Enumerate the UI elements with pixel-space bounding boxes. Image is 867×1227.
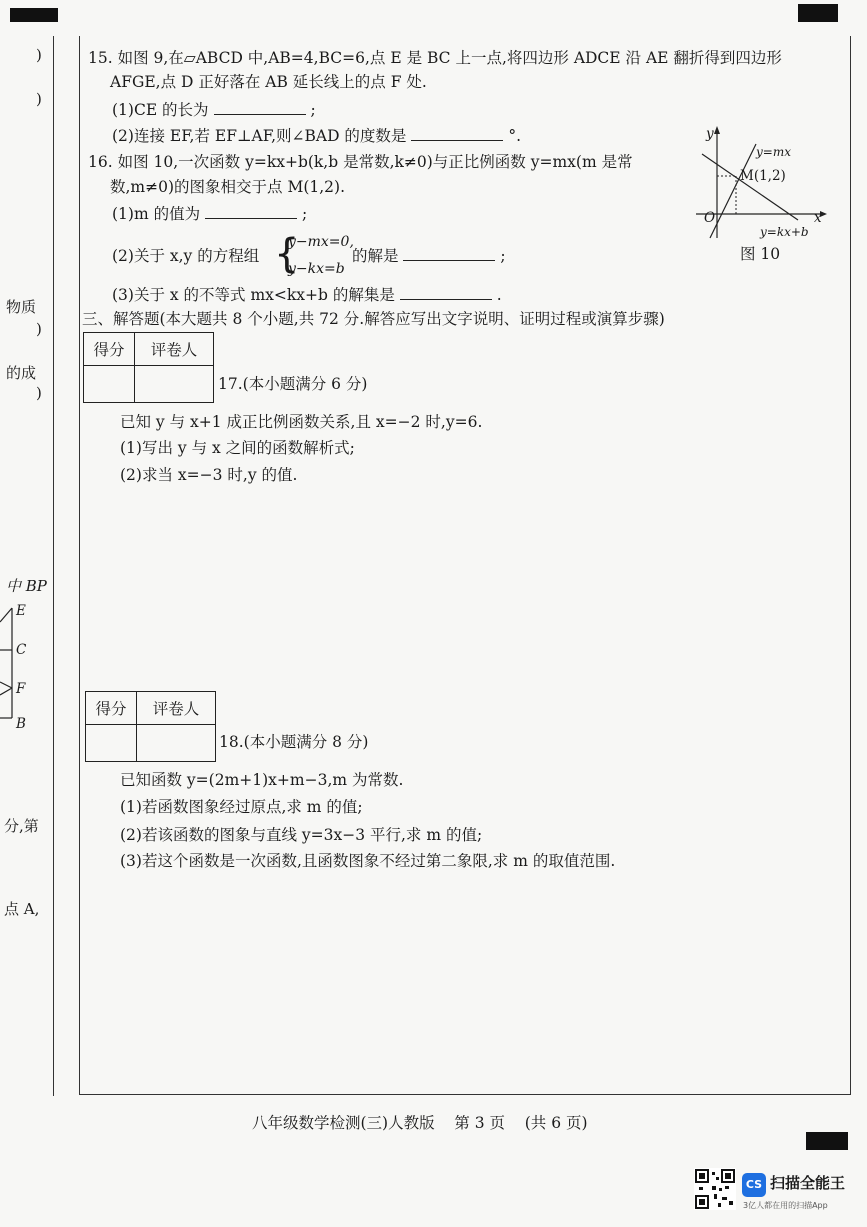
q16-line1: 16. 如图 10,一次函数 y=kx+b(k,b 是常数,k≠0)与正比例函数 y=mx(m 是常 xyxy=(88,153,633,171)
corner-mark-bottom-right xyxy=(806,1132,848,1150)
left-fragment: 中 BP xyxy=(6,577,47,595)
left-fragment: 点 A, xyxy=(4,900,40,918)
q15-part2-text: (2)连接 EF,若 EF⊥AF,则∠BAD 的度数是 xyxy=(112,127,407,145)
fig10-label-m: M(1,2) xyxy=(740,168,786,184)
grader-cell[interactable] xyxy=(137,725,216,762)
q18-title: 18.(本小题满分 8 分) xyxy=(219,733,369,751)
camscanner-logo-icon: CS xyxy=(742,1173,766,1197)
q18-part1: (1)若函数图象经过原点,求 m 的值; xyxy=(120,798,363,816)
score-cell[interactable] xyxy=(84,366,135,403)
q18-stem: 已知函数 y=(2m+1)x+m−3,m 为常数. xyxy=(120,771,404,789)
left-fragment: 物质 xyxy=(6,298,37,316)
q17-score-box xyxy=(83,332,214,403)
grader-header: 评卷人 xyxy=(137,692,216,725)
q17-answer-area[interactable] xyxy=(82,492,846,682)
q18-answer-area[interactable] xyxy=(82,878,846,1088)
q16-eq1: y−mx=0, xyxy=(288,234,354,250)
left-fragment: 的成 xyxy=(6,364,37,382)
left-label-e: E xyxy=(16,603,26,619)
left-fragment: ) xyxy=(36,384,42,402)
corner-mark-top-right xyxy=(798,4,838,22)
q16-part2-rest xyxy=(352,246,506,266)
q15-part1-end: ; xyxy=(310,101,316,119)
system-brace: { xyxy=(274,231,300,277)
q16-part2-post: 的解是 xyxy=(352,247,399,265)
q16-part2-label: (2)关于 x,y 的方程组 xyxy=(112,247,260,265)
q16-part1-end: ; xyxy=(301,205,308,223)
fig10-caption: 图 10 xyxy=(740,245,781,263)
grader-cell[interactable] xyxy=(135,366,214,403)
left-fragment: ) xyxy=(36,320,42,338)
q18-part2: (2)若该函数的图象与直线 y=3x−3 平行,求 m 的值; xyxy=(120,826,483,844)
q15-line2: AFGE,点 D 正好落在 AB 延长线上的点 F 处. xyxy=(110,73,427,91)
q16-line2: 数,m≠0)的图象相交于点 M(1,2). xyxy=(110,178,345,196)
corner-mark-top-left xyxy=(10,8,58,22)
q15-part1 xyxy=(112,100,316,120)
y-axis-arrow xyxy=(714,126,720,134)
q15-part1-text: (1)CE 的长为 xyxy=(112,101,209,119)
q15-part2-answer-blank[interactable] xyxy=(411,126,503,141)
score-header: 得分 xyxy=(86,692,137,725)
q16-part1-text: (1)m 的值为 xyxy=(112,205,201,223)
q16-part1-answer-blank[interactable] xyxy=(205,204,297,219)
grader-header: 评卷人 xyxy=(135,333,214,366)
q16-part3-end: . xyxy=(496,286,502,304)
left-figure-fragment xyxy=(0,600,30,730)
q17-part2: (2)求当 x=−3 时,y 的值. xyxy=(120,466,298,484)
left-fragment: ) xyxy=(36,90,42,108)
scanner-app-tagline: 3亿人都在用的扫描App xyxy=(743,1201,828,1210)
qr-code-icon xyxy=(694,1168,736,1210)
fig10-label-x: x xyxy=(814,210,822,226)
left-label-f: F xyxy=(16,681,26,697)
section3-heading: 三、解答题(本大题共 8 个小题,共 72 分.解答应写出文字说明、证明过程或演算步骤) xyxy=(82,310,665,328)
q17-title: 17.(本小题满分 6 分) xyxy=(218,375,368,393)
q16-part3-answer-blank[interactable] xyxy=(400,285,492,300)
q16-part2-end: ; xyxy=(500,247,506,265)
q15-part2 xyxy=(112,126,521,146)
q16-eq2: y−kx=b xyxy=(288,261,345,277)
q18-score-box xyxy=(85,691,216,762)
q16-part1 xyxy=(112,204,307,224)
page-footer: 八年级数学检测(三)人教版 第 3 页 (共 6 页) xyxy=(252,1114,588,1132)
fig10-label-y: y xyxy=(706,126,714,142)
left-fragment: ) xyxy=(36,46,42,64)
q15-part2-end: °. xyxy=(508,127,521,145)
q16-part3-text: (3)关于 x 的不等式 mx<kx+b 的解集是 xyxy=(112,286,395,304)
left-label-b: B xyxy=(16,716,26,732)
score-cell[interactable] xyxy=(86,725,137,762)
q15-part1-answer-blank[interactable] xyxy=(214,100,306,115)
q16-part3 xyxy=(112,285,502,305)
score-header: 得分 xyxy=(84,333,135,366)
left-fragment: 分,第 xyxy=(4,817,39,835)
q15-line1: 15. 如图 9,在▱ABCD 中,AB=4,BC=6,点 E 是 BC 上一点,将四边形 ADCE 沿 AE 翻折得到四边形 xyxy=(88,49,782,67)
fig10-label-o: O xyxy=(704,210,716,226)
scanner-app-name: 扫描全能王 xyxy=(770,1174,846,1192)
left-label-c: C xyxy=(16,642,27,658)
fig10-label-y-kx-b: y=kx+b xyxy=(760,225,809,239)
q18-part3: (3)若这个函数是一次函数,且函数图象不经过第二象限,求 m 的取值范围. xyxy=(120,852,616,870)
left-page-frame xyxy=(0,36,54,1096)
q16-part2-answer-blank[interactable] xyxy=(403,246,495,261)
q17-part1: (1)写出 y 与 x 之间的函数解析式; xyxy=(120,439,355,457)
fig10-label-y-mx: y=mx xyxy=(756,145,791,159)
q17-stem: 已知 y 与 x+1 成正比例函数关系,且 x=−2 时,y=6. xyxy=(120,413,483,431)
